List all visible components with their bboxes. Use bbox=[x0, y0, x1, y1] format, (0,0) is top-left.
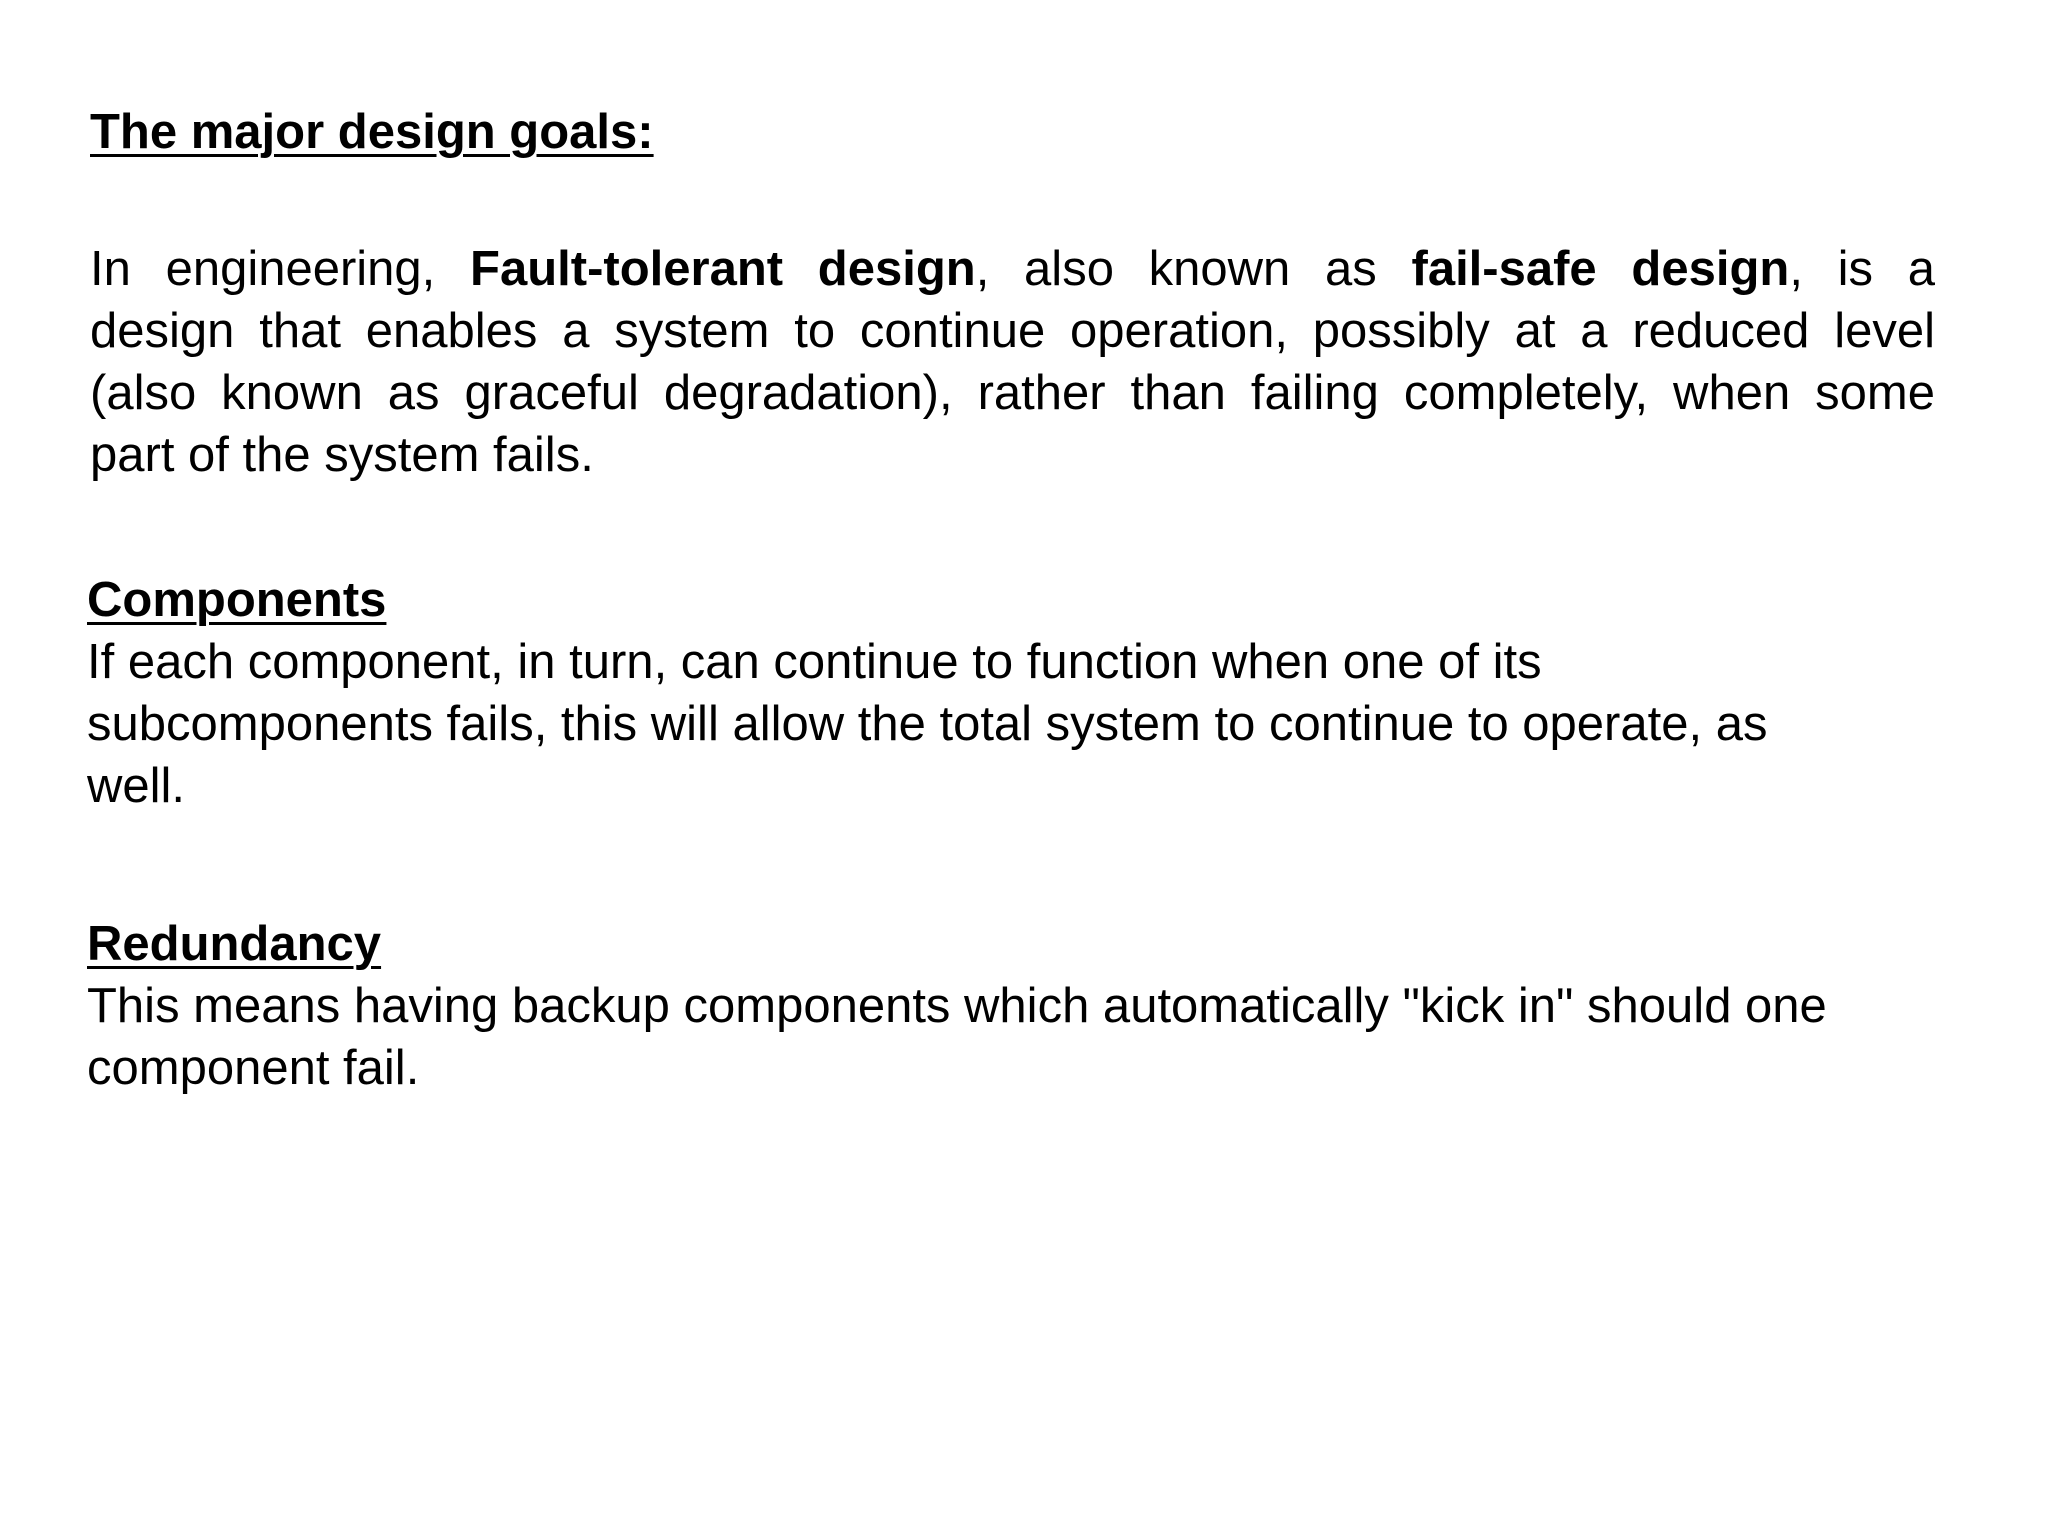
redundancy-heading: Redundancy bbox=[87, 917, 382, 971]
paragraph-line: well. bbox=[87, 759, 186, 813]
redundancy-paragraph bbox=[87, 975, 1967, 1099]
paragraph-line: part of the system fails. bbox=[90, 428, 594, 482]
components-paragraph bbox=[87, 631, 1967, 817]
paragraph-line: subcomponents fails, this will allow the total system to continue to operate, as bbox=[87, 697, 1768, 751]
paragraph-line: component fail. bbox=[87, 1041, 420, 1095]
intro-text: , also known as bbox=[975, 242, 1412, 296]
fail-safe-term: fail-safe design bbox=[1411, 242, 1790, 296]
intro-text: In engineering, bbox=[90, 242, 471, 296]
fault-tolerant-paragraph bbox=[90, 238, 1935, 486]
intro-text: , is a bbox=[1789, 242, 1936, 296]
paragraph-line: If each component, in turn, can continue to function when one of its bbox=[87, 635, 1542, 689]
components-heading: Components bbox=[87, 573, 387, 627]
paragraph-line: (also known as graceful degradation), rather than failing completely, when some bbox=[90, 366, 1935, 420]
fault-tolerant-term: Fault-tolerant design bbox=[470, 242, 976, 296]
paragraph-line bbox=[90, 238, 1935, 300]
paragraph-line: This means having backup components which automatically "kick in" should one bbox=[87, 979, 1827, 1033]
design-goals-heading: The major design goals: bbox=[90, 105, 654, 159]
paragraph-line: design that enables a system to continue operation, possibly at a reduced level bbox=[90, 304, 1935, 358]
